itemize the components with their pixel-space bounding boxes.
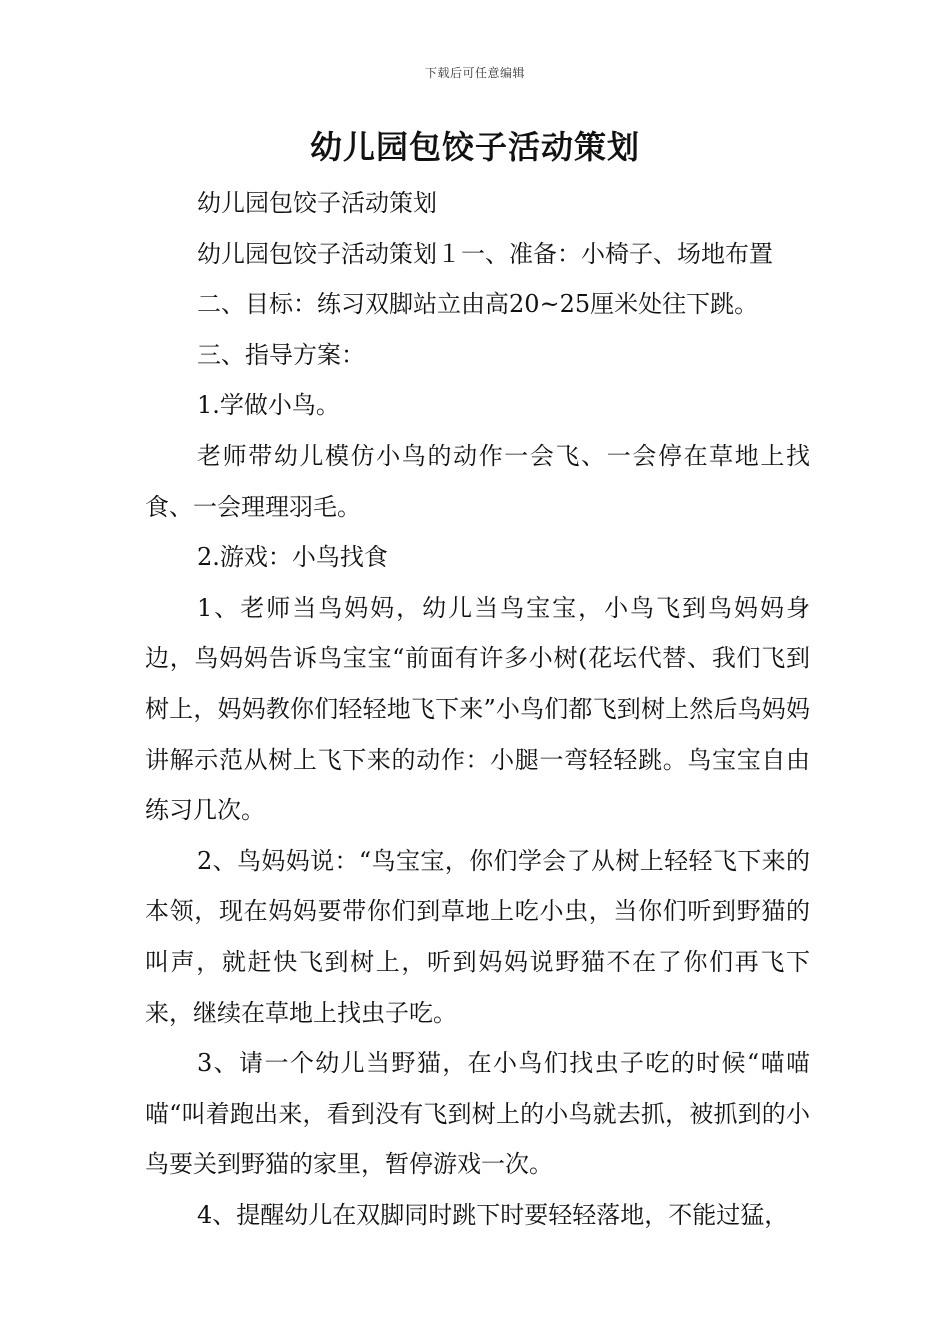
paragraph-step-1: 1.学做小鸟。 <box>197 391 340 420</box>
page-header-note: 下载后可任意编辑 <box>424 66 525 80</box>
document-body <box>145 178 810 1240</box>
paragraph-step-1-detail: 老师带幼儿模仿小鸟的动作一会飞、一会停在草地上找食、一会理理羽毛。 <box>145 441 810 521</box>
paragraph-subtitle: 幼儿园包饺子活动策划 <box>197 189 437 217</box>
paragraph-game-rule-2: 2、鸟妈妈说：“鸟宝宝，你们学会了从树上轻轻飞下来的本领，现在妈妈要带你们到草地上吃小虫，当你们听到野猫的叫声，就赶快飞到树上，听到妈妈说野猫不在了你们再飞下来，继续在草地上找虫子吃。 <box>145 846 810 1027</box>
paragraph-goal: 二、目标：练习双脚站立由高20~25厘米处往下跳。 <box>197 290 759 319</box>
document-title: 幼儿园包饺子活动策划 <box>309 128 640 166</box>
paragraph-preparation: 幼儿园包饺子活动策划１一、准备：小椅子、场地布置 <box>197 239 773 268</box>
paragraph-game-rule-3: 3、请一个幼儿当野猫，在小鸟们找虫子吃的时候“喵喵喵“叫着跑出来，看到没有飞到树上的小鸟就去抓，被抓到的小鸟要关到野猫的家里，暂停游戏一次。 <box>145 1049 810 1179</box>
paragraph-game-rule-4: 4、提醒幼儿在双脚同时跳下时要轻轻落地，不能过猛， <box>197 1200 789 1229</box>
paragraph-guidance-heading: 三、指导方案： <box>197 340 365 369</box>
paragraph-step-2: 2.游戏：小鸟找食 <box>197 543 388 572</box>
paragraph-game-rule-1: 1、老师当鸟妈妈，幼儿当鸟宝宝，小鸟飞到鸟妈妈身边，鸟妈妈告诉鸟宝宝“前面有许多小树(花坛代替、我们飞到树上，妈妈教你们轻轻地飞下来”小鸟们都飞到树上然后鸟妈妈讲解示范从树上飞下来的动作：小腿一弯轻轻跳。鸟宝宝自由练习几次。 <box>145 593 810 825</box>
